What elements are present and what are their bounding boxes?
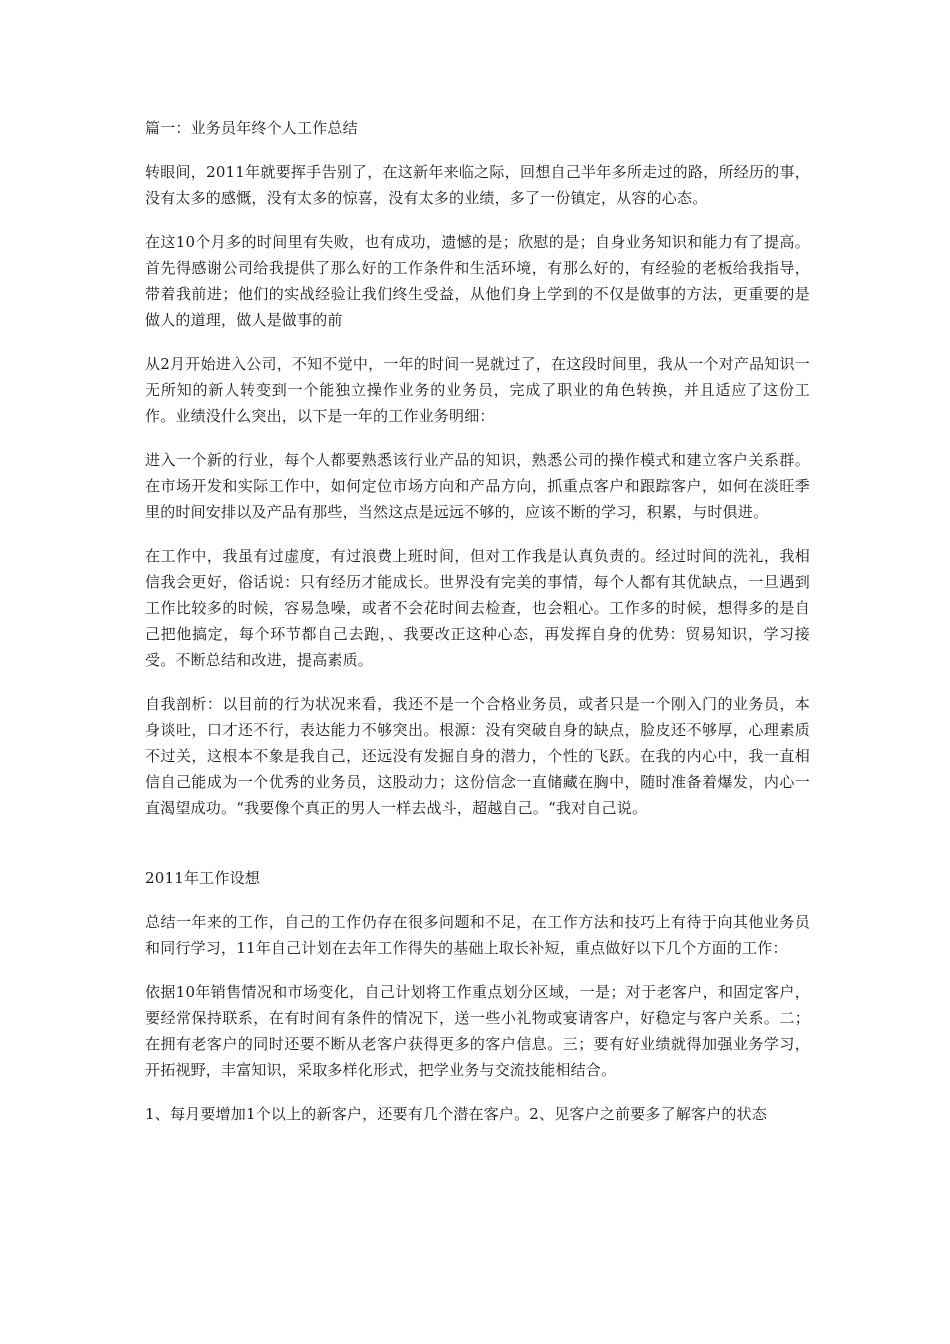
- section-spacer: [145, 839, 810, 865]
- paragraph-4: 进入一个新的行业，每个人都要熟悉该行业产品的知识，熟悉公司的操作模式和建立客户关系群。在市场开发和实际工作中，如何定位市场方向和产品方向，抓重点客户和跟踪客户，如何在淡旺季里的时间安排以及产品有那些，当然这点是远远不够的，应该不断的学习，积累，与时俱进。: [145, 451, 810, 521]
- section-2-paragraph-3: 1、每月要增加1个以上的新客户，还要有几个潜在客户。2、见客户之前要多了解客户的状态: [145, 1105, 768, 1123]
- paragraph-3: 从2月开始进入公司，不知不觉中，一年的时间一晃就过了，在这段时间里，我从一个对产品知识一无所知的新人转变到一个能独立操作业务的业务员，完成了职业的角色转换，并且适应了这份工作。业绩没什么突出，以下是一年的工作业务明细：: [145, 355, 810, 425]
- document-body: [145, 115, 810, 1145]
- paragraph-1: 转眼间，2011年就要挥手告别了，在这新年来临之际，回想自己半年多所走过的路，所经历的事，没有太多的感慨，没有太多的惊喜，没有太多的业绩，多了一份镇定，从容的心态。: [145, 163, 810, 207]
- paragraph-6: 自我剖析：以目前的行为状况来看，我还不是一个合格业务员，或者只是一个刚入门的业务员，本身谈吐，口才还不行，表达能力不够突出。根源：没有突破自身的缺点，脸皮还不够厚，心理素质不过关，这根本不象是我自己，还远没有发掘自身的潜力，个性的飞跃。在我的内心中，我一直相信自己能成为一个优秀的业务员，这股动力；这份信念一直储藏在胸中，随时准备着爆发，内心一直渴望成功。“我要像个真正的男人一样去战斗，超越自己。“我对自己说。: [145, 695, 810, 817]
- section-2-paragraph-1: 总结一年来的工作，自己的工作仍存在很多问题和不足，在工作方法和技巧上有待于向其他业务员和同行学习，11年自己计划在去年工作得失的基础上取长补短，重点做好以下几个方面的工作：: [145, 913, 810, 957]
- paragraph-5: 在工作中，我虽有过虚度，有过浪费上班时间，但对工作我是认真负责的。经过时间的洗礼，我相信我会更好，俗话说：只有经历才能成长。世界没有完美的事情，每个人都有其优缺点，一旦遇到工作比较多的时候，容易急噪，或者不会花时间去检查，也会粗心。工作多的时候，想得多的是自己把他搞定，每个环节都自己去跑，、我要改正这种心态，再发挥自身的优势：贸易知识，学习接受。不断总结和改进，提高素质。: [145, 547, 810, 669]
- paragraph-2: 在这10个月多的时间里有失败，也有成功，遗憾的是；欣慰的是；自身业务知识和能力有了提高。首先得感谢公司给我提供了那么好的工作条件和生活环境，有那么好的，有经验的老板给我指导，带着我前进；他们的实战经验让我们终生受益，从他们身上学到的不仅是做事的方法，更重要的是做人的道理，做人是做事的前: [145, 233, 810, 329]
- section-2-title: 2011年工作设想: [145, 869, 260, 887]
- section-2-paragraph-2: 依据10年销售情况和市场变化，自己计划将工作重点划分区域，一是；对于老客户，和固定客户，要经常保持联系，在有时间有条件的情况下，送一些小礼物或宴请客户，好稳定与客户关系。二；在拥有老客户的同时还要不断从老客户获得更多的客户信息。三；要有好业绩就得加强业务学习，开拓视野，丰富知识，采取多样化形式，把学业务与交流技能相结合。: [145, 983, 810, 1079]
- document-title: 篇一：业务员年终个人工作总结: [145, 119, 358, 137]
